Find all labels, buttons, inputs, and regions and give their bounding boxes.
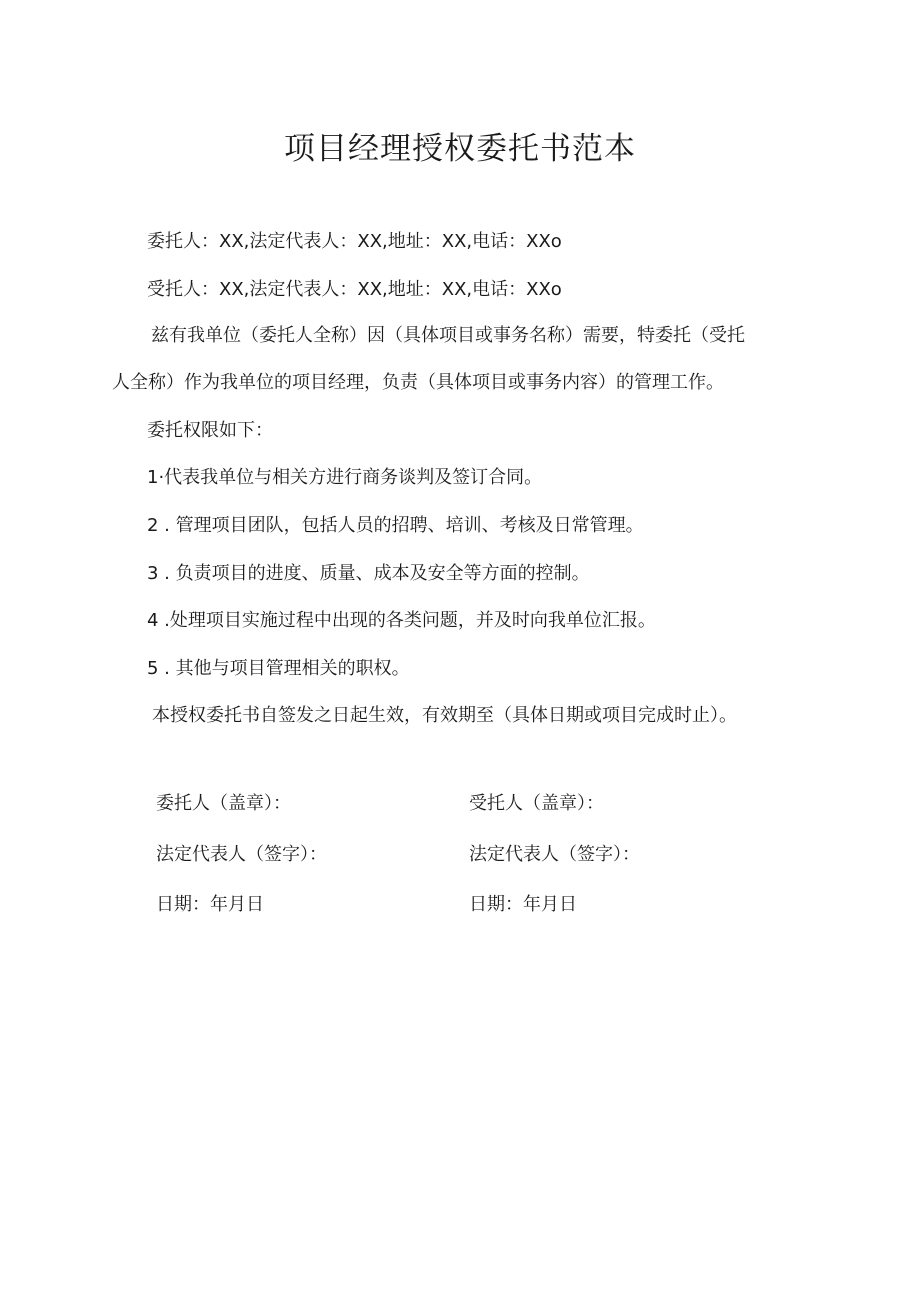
agent-seal-label: 受托人（盖章）： bbox=[469, 793, 604, 814]
agent-rep-signature-label: 法定代表人（签字）： bbox=[469, 844, 640, 865]
document-title: 项目经理授权委托书范本 bbox=[284, 131, 636, 167]
scope-item: 3 . 负责项目的进度、质量、成本及安全等方面的控制。 bbox=[147, 563, 590, 584]
principal-rep-signature-label: 法定代表人（签字）： bbox=[156, 844, 327, 865]
agent-date-label: 日期：年月日 bbox=[469, 894, 577, 915]
intro-paragraph-line-1: 兹有我单位（委托人全称）因（具体项目或事务名称）需要，特委托（受托 bbox=[151, 325, 745, 346]
scope-heading: 委托权限如下： bbox=[147, 420, 273, 441]
principal-date-label: 日期：年月日 bbox=[156, 894, 264, 915]
scope-item: 5 . 其他与项目管理相关的职权。 bbox=[147, 658, 410, 679]
scope-item: 4 .处理项目实施过程中出现的各类问题，并及时向我单位汇报。 bbox=[147, 610, 656, 631]
validity-statement: 本授权委托书自签发之日起生效，有效期至（具体日期或项目完成时止）。 bbox=[152, 705, 737, 726]
scope-item: 1·代表我单位与相关方进行商务谈判及签订合同。 bbox=[147, 467, 543, 488]
scope-item: 2 . 管理项目团队，包括人员的招聘、培训、考核及日常管理。 bbox=[147, 515, 644, 536]
principal-info: 委托人：XX,法定代表人：XX,地址：XX,电话：XXo bbox=[147, 231, 562, 252]
agent-info: 受托人：XX,法定代表人：XX,地址：XX,电话：XXo bbox=[147, 279, 562, 300]
principal-seal-label: 委托人（盖章）： bbox=[156, 793, 291, 814]
intro-paragraph-line-2: 人全称）作为我单位的项目经理，负责（具体项目或事务内容）的管理工作。 bbox=[112, 372, 724, 393]
